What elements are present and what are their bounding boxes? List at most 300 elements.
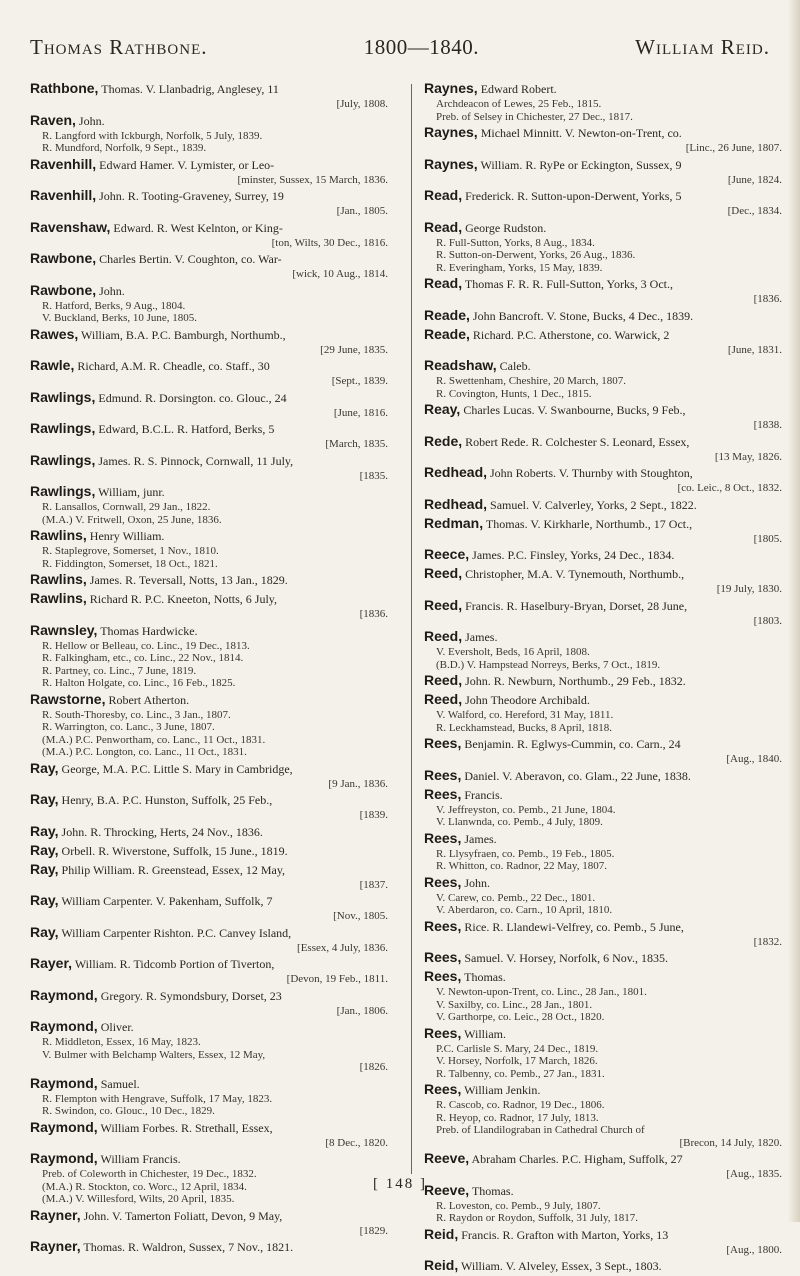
entry-surname: Rawlins, (30, 590, 87, 606)
entry-line: Preb. of Selsey in Chichester, 27 Dec., 1817. (436, 110, 633, 123)
entry (30, 861, 388, 892)
entry (30, 823, 388, 841)
entry-text: Samuel. V. Horsey, Norfolk, 6 Nov., 1835. (461, 951, 669, 965)
entry-head (424, 326, 782, 344)
entry-text: Benjamin. R. Eglwys-Cummin, co. Carn., 24 (461, 737, 681, 751)
entry (30, 571, 388, 589)
entry-head (424, 949, 782, 967)
entry (30, 483, 388, 526)
entry-surname: Rees, (424, 917, 462, 934)
entry-head (424, 1025, 782, 1043)
header-date-range: 1800—1840. (363, 34, 479, 59)
entry-line: V. Carew, co. Pemb., 22 Dec., 1801. (436, 891, 596, 904)
entry-line: [Nov., 1805. (333, 910, 388, 922)
entry-head (424, 156, 782, 174)
entry-text: John Bancroft. V. Stone, Bucks, 4 Dec., 1839. (469, 308, 694, 323)
entry (30, 1119, 388, 1150)
entry-text: Samuel. (97, 1076, 140, 1091)
entry-line: [1835. (359, 469, 388, 482)
entry (424, 691, 782, 734)
entry-surname: Rees, (424, 785, 462, 802)
entry-surname: Rees, (424, 873, 462, 890)
entry-surname: Reeve, (424, 1150, 470, 1166)
entry-head (30, 452, 388, 470)
entry (30, 326, 388, 357)
entry-line: R. Loveston, co. Pemb., 9 July, 1807. (436, 1199, 601, 1212)
entry-line: R. Everingham, Yorks, 15 May, 1839. (436, 261, 603, 274)
entry-text: George, M.A. P.C. Little S. Mary in Cambridge, (58, 761, 293, 776)
entry-surname: Ray, (30, 759, 59, 776)
entry-surname: Rawlings, (30, 420, 96, 436)
entry-line: R. Hatford, Berks, 9 Aug., 1804. (42, 299, 186, 312)
entry-text: William. R. RyPe or Eckington, Sussex, 9 (477, 157, 682, 172)
entry-text: Christopher, M.A. V. Tynemouth, Northumb., (462, 567, 685, 581)
entry-head (424, 1226, 782, 1244)
entry-surname: Reay, (424, 401, 461, 417)
entry-line: R. Talbenny, co. Pemb., 27 Jan., 1831. (436, 1067, 605, 1080)
running-header (30, 30, 770, 64)
entry-text: Richard. P.C. Atherstone, co. Warwick, 2 (469, 327, 670, 342)
entry-head (30, 590, 388, 608)
entry-line: [wick, 10 Aug., 1814. (292, 268, 388, 280)
entry-head (30, 1119, 388, 1137)
entry (30, 987, 388, 1018)
entry (30, 622, 388, 690)
header-right: William Reid. (635, 34, 770, 59)
entry-text: Francis. (461, 787, 503, 802)
entry-surname: Redhead, (424, 495, 488, 512)
entry-surname: Rees, (424, 968, 462, 984)
column-divider (411, 84, 412, 1174)
entry-surname: Rayer, (30, 955, 73, 971)
entry-text: Robert Atherton. (105, 692, 190, 707)
entry-head (424, 496, 782, 514)
entry-surname: Ray, (30, 822, 59, 839)
entry-text: Edward Hamer. V. Lymister, or Leo- (96, 157, 275, 172)
entry (424, 628, 782, 671)
entry-text: Thomas. (469, 1183, 514, 1198)
entry (424, 735, 782, 766)
entry-text: William Francis. (97, 1152, 181, 1166)
entry-surname: Reed, (424, 628, 463, 644)
entry-text: Gregory. R. Symondsbury, Dorset, 23 (97, 988, 282, 1003)
entry-text: William Carpenter. V. Pakenham, Suffolk, 7 (58, 894, 273, 908)
entry-text: Francis. R. Haselbury-Bryan, Dorset, 28 June, (462, 598, 688, 613)
entry-line: R. Partney, co. Linc., 7 June, 1819. (42, 664, 197, 677)
entry (424, 949, 782, 967)
entry-line: [1803. (753, 614, 782, 627)
entry-head (30, 955, 388, 973)
entry (424, 565, 782, 596)
entry-line: [June, 1824. (727, 173, 782, 186)
entry-surname: Raynes, (424, 124, 478, 140)
entry-surname: Raymond, (30, 1118, 98, 1135)
entry (30, 282, 388, 325)
entry-surname: Reed, (424, 691, 463, 707)
entry-text: William. V. Alveley, Essex, 3 Sept., 1803. (458, 1259, 662, 1273)
entry-text: William Forbes. R. Strethall, Essex, (97, 1120, 273, 1135)
entry-line: [Aug., 1840. (726, 753, 782, 765)
entry-head (424, 546, 782, 564)
entry (424, 156, 782, 187)
entry-text: James. R. Teversall, Notts, 13 Jan., 1829. (86, 573, 288, 587)
entry (424, 187, 782, 218)
entry-text: Charles Bertin. V. Coughton, co. War- (96, 252, 282, 266)
entry-head (30, 357, 388, 375)
entry-head (424, 830, 782, 848)
entry-line: [Aug., 1800. (726, 1243, 782, 1256)
entry-surname: Redman, (424, 514, 484, 531)
entry-head (30, 250, 388, 268)
entry-surname: Rawstorne, (30, 690, 106, 707)
entry-text: Richard R. P.C. Kneeton, Notts, 6 July, (86, 592, 278, 606)
entry-line: V. Llanwnda, co. Pemb., 4 July, 1809. (436, 816, 603, 828)
entry-text: Thomas. V. Llanbadrig, Anglesey, 11 (98, 82, 279, 96)
entry-head (424, 672, 782, 690)
entry-surname: Rawle, (30, 357, 75, 373)
entry (424, 326, 782, 357)
entry-line: [July, 1808. (336, 98, 388, 110)
entry (30, 1018, 388, 1074)
entry-line: [Aug., 1835. (726, 1168, 782, 1180)
entry-head (424, 515, 782, 533)
entry-surname: Rawnsley, (30, 621, 98, 638)
entry-text: John. (75, 113, 105, 128)
entry-line: [Sept., 1839. (331, 375, 388, 387)
entry-head (424, 401, 782, 419)
entry-text: William. R. Tidcomb Portion of Tiverton, (72, 957, 275, 971)
entry-line: V. Horsey, Norfolk, 17 March, 1826. (436, 1055, 598, 1067)
entry-line: [Brecon, 14 July, 1820. (679, 1136, 782, 1149)
entry-head (424, 464, 782, 482)
entry-head (30, 1238, 388, 1256)
entry-head (424, 767, 782, 785)
entry-text: Richard, A.M. R. Cheadle, co. Staff., 30 (74, 359, 270, 373)
entry-head (30, 691, 388, 709)
entry-surname: Ray, (30, 860, 59, 877)
entry-surname: Raynes, (424, 155, 478, 172)
entry-text: William Jenkin. (461, 1083, 541, 1097)
entry-head (30, 483, 388, 501)
entry-head (30, 924, 388, 942)
entry-line: R. Falkingham, etc., co. Linc., 22 Nov., 1814. (42, 652, 244, 664)
entry-surname: Ravenshaw, (30, 218, 111, 235)
entry (30, 791, 388, 822)
entry (30, 219, 388, 250)
entry-text: Frederick. R. Sutton-upon-Derwent, Yorks, 5 (462, 189, 682, 203)
entry-head (30, 842, 388, 860)
entry-line: R. Leckhamstead, Bucks, 8 April, 1818. (436, 721, 612, 734)
entry (424, 874, 782, 917)
entry-line: R. Swindon, co. Glouc., 10 Dec., 1829. (42, 1105, 215, 1117)
entry (424, 830, 782, 873)
entry-head (424, 786, 782, 804)
entry-line: [1805. (753, 532, 782, 545)
entry-line: Preb. of Coleworth in Chichester, 19 Dec., 1832. (42, 1168, 257, 1180)
entry-line: R. Full-Sutton, Yorks, 8 Aug., 1834. (436, 236, 595, 249)
entry-text: William, B.A. P.C. Bamburgh, Northumb., (78, 327, 286, 342)
entry-head (424, 565, 782, 583)
entry (30, 760, 388, 791)
entry-surname: Rees, (424, 766, 462, 783)
entry (30, 389, 388, 420)
entry-head (30, 527, 388, 545)
entry (424, 767, 782, 785)
entry-text: James. (462, 630, 498, 644)
entry-text: Caleb. (496, 359, 531, 373)
entry-line: [1839. (359, 809, 388, 821)
entry-surname: Ray, (30, 923, 59, 940)
entry-head (30, 156, 388, 174)
entry-head (30, 823, 388, 841)
entry-text: Robert Rede. R. Colchester S. Leonard, Essex, (462, 434, 690, 449)
entry (424, 401, 782, 432)
entry-surname: Read, (424, 275, 463, 291)
entry-line: V. Garthorpe, co. Leic., 28 Oct., 1820. (436, 1011, 605, 1023)
entry-surname: Readshaw, (424, 357, 497, 373)
entry (30, 357, 388, 388)
entry-surname: Read, (424, 218, 463, 235)
entry-line: [1836. (359, 608, 388, 620)
entry-line: [March, 1835. (325, 438, 388, 450)
entry (30, 955, 388, 986)
entry-surname: Rawbone, (30, 281, 97, 298)
entry-text: James. (461, 831, 497, 846)
entry (424, 496, 782, 514)
entry-line: R. Mundford, Norfolk, 9 Sept., 1839. (42, 142, 207, 154)
entry-head (30, 219, 388, 237)
entry-text: Henry, B.A. P.C. Hunston, Suffolk, 25 Feb., (58, 793, 273, 807)
entry-line: [Jan., 1805. (336, 205, 388, 217)
entry-surname: Rawlins, (30, 527, 87, 543)
entry-line: R. Swettenham, Cheshire, 20 March, 1807. (436, 375, 627, 387)
entry-line: R. Covington, Hunts, 1 Dec., 1815. (436, 387, 592, 400)
entry-text: John. (96, 283, 125, 298)
entry-head (30, 892, 388, 910)
entry-surname: Raynes, (424, 80, 478, 96)
entry-surname: Reeve, (424, 1181, 470, 1198)
entry-text: James. P.C. Finsley, Yorks, 24 Dec., 1834. (469, 548, 675, 562)
entry-text: John. (461, 875, 491, 890)
entry-head (424, 1257, 782, 1275)
entry-line: R. Staplegrove, Somerset, 1 Nov., 1810. (42, 545, 219, 557)
entry-line: R. Raydon or Roydon, Suffolk, 31 July, 1817. (436, 1212, 638, 1224)
left-column (30, 80, 388, 1257)
entry-line: [1826. (359, 1061, 388, 1073)
entry-line: [Dec., 1834. (727, 205, 782, 217)
entry-text: Thomas. R. Waldron, Sussex, 7 Nov., 1821. (80, 1240, 294, 1254)
entry-head (424, 1081, 782, 1099)
entry-text: Daniel. V. Aberavon, co. Glam., 22 June, 1838. (461, 768, 691, 783)
entry-line: Preb. of Llandilograban in Cathedral Church of (436, 1124, 645, 1136)
entry-text: Orbell. R. Wiverstone, Suffolk, 15 June., 1819. (58, 843, 288, 858)
entry-surname: Reid, (424, 1225, 459, 1242)
entry-text: Michael Minnitt. V. Newton-on-Trent, co. (477, 126, 682, 140)
entry-text: James. R. S. Pinnock, Cornwall, 11 July, (95, 453, 294, 468)
entry-surname: Rathbone, (30, 80, 99, 96)
entry-text: John Theodore Archibald. (462, 693, 590, 707)
entry-head (424, 433, 782, 451)
entry-line: [minster, Sussex, 15 March, 1836. (237, 173, 388, 186)
entry-head (30, 1018, 388, 1036)
entry-line: [8 Dec., 1820. (325, 1136, 388, 1149)
entry-head (30, 622, 388, 640)
entry-head (424, 691, 782, 709)
entry (30, 892, 388, 923)
entry-surname: Rees, (424, 735, 462, 751)
entry-line: R. Llysyfraen, co. Pemb., 19 Feb., 1805. (436, 847, 615, 860)
entry-text: Rice. R. Llandewi-Velfrey, co. Pemb., 5 June, (461, 919, 684, 934)
entry (424, 1257, 782, 1275)
entry (30, 842, 388, 860)
entry-line: [19 July, 1830. (716, 583, 782, 595)
entry-surname: Rees, (424, 829, 462, 846)
entry-line: R. Lansallos, Cornwall, 29 Jan., 1822. (42, 501, 211, 513)
entry-line: R. Whitton, co. Radnor, 22 May, 1807. (436, 860, 607, 872)
entry-line: (B.D.) V. Hampstead Norreys, Berks, 7 Oct., 1819. (436, 658, 661, 671)
entry (424, 786, 782, 829)
entry-head (30, 420, 388, 438)
entry-text: Oliver. (97, 1020, 134, 1034)
entry-surname: Reed, (424, 565, 463, 581)
entry-text: Philip William. R. Greenstead, Essex, 12 May, (58, 862, 286, 877)
entry-head (424, 597, 782, 615)
entry-line: [June, 1816. (333, 406, 388, 419)
entry (30, 80, 388, 111)
entry-head (30, 1150, 388, 1168)
entry-surname: Reid, (424, 1257, 459, 1273)
entry (30, 1238, 388, 1256)
entry-head (30, 187, 388, 205)
entry-text: Thomas. (461, 970, 506, 984)
entry-line: [1829. (359, 1224, 388, 1237)
entry-line: R. Flempton with Hengrave, Suffolk, 17 May, 1823. (42, 1092, 273, 1105)
entry-head (424, 628, 782, 646)
entry (424, 546, 782, 564)
entry-surname: Rees, (424, 1024, 462, 1041)
entry-line: [Devon, 19 Feb., 1811. (286, 973, 388, 985)
entry-line: [1837. (359, 878, 388, 891)
entry-line: V. Newton-upon-Trent, co. Linc., 28 Jan., 1801. (436, 986, 647, 998)
entry-surname: Reed, (424, 596, 463, 613)
entry-head (424, 124, 782, 142)
entry-line: R. Sutton-on-Derwent, Yorks, 26 Aug., 1836. (436, 249, 636, 261)
entry-surname: Rawlings, (30, 388, 96, 405)
entry-head (30, 282, 388, 300)
entry (30, 590, 388, 621)
entry-text: William, junr. (95, 485, 165, 499)
entry-line: [Jan., 1806. (336, 1004, 388, 1017)
entry-line: R. South-Thoresby, co. Linc., 3 Jan., 1807. (42, 708, 231, 721)
right-column (424, 80, 782, 1276)
entry-text: John. R. Newburn, Northumb., 29 Feb., 1832. (462, 674, 686, 688)
entry-head (424, 187, 782, 205)
entry (424, 515, 782, 546)
entry-surname: Raymond, (30, 1074, 98, 1091)
entry-head (424, 735, 782, 753)
entry-head (424, 968, 782, 986)
entry-surname: Reade, (424, 325, 470, 342)
entry-line: R. Heyop, co. Radnor, 17 July, 1813. (436, 1111, 599, 1124)
entry-line: [1836. (753, 293, 782, 305)
entry-line: [9 Jan., 1836. (328, 777, 388, 790)
entry (30, 452, 388, 483)
entry (424, 80, 782, 123)
entry-surname: Redhead, (424, 464, 488, 480)
entry-text: Edward Robert. (477, 82, 557, 96)
entry-surname: Ravenhill, (30, 187, 97, 203)
entry-surname: Rees, (424, 949, 462, 965)
entry-surname: Raven, (30, 111, 76, 128)
entry-line: V. Saxilby, co. Linc., 28 Jan., 1801. (436, 998, 593, 1011)
entry-line: R. Cascob, co. Radnor, 19 Dec., 1806. (436, 1099, 605, 1111)
entry-line: V. Bulmer with Belchamp Walters, Essex, 12 May, (42, 1048, 266, 1061)
entry (424, 672, 782, 690)
entry-surname: Reed, (424, 672, 463, 688)
entry-surname: Rede, (424, 432, 463, 449)
entry-surname: Read, (424, 187, 463, 203)
entry-text: Edward. R. West Kelnton, or King- (110, 220, 283, 235)
entry-line: P.C. Carlisle S. Mary, 24 Dec., 1819. (436, 1042, 599, 1055)
entry-line: [ton, Wilts, 30 Dec., 1816. (271, 236, 388, 249)
entry-surname: Rawes, (30, 325, 79, 342)
entry (30, 420, 388, 451)
entry-head (30, 760, 388, 778)
entry-line: [1838. (753, 419, 782, 431)
entry-line: (M.A.) V. Fritwell, Oxon, 25 June, 1836. (42, 513, 222, 526)
entry-line: (M.A.) P.C. Penwortham, co. Lanc., 11 Oct., 1831. (42, 733, 266, 746)
entry-head (30, 571, 388, 589)
entry-head (30, 861, 388, 879)
entry-line: V. Eversholt, Beds, 16 April, 1808. (436, 646, 590, 658)
entry (424, 597, 782, 628)
entry-head (30, 389, 388, 407)
entry-line: [co. Leic., 8 Oct., 1832. (677, 482, 782, 494)
entry-surname: Reade, (424, 306, 470, 323)
entry-line: V. Aberdaron, co. Carn., 10 April, 1810. (436, 904, 613, 916)
entry-line: [June, 1831. (727, 343, 782, 356)
entry (424, 307, 782, 325)
entry-head (424, 918, 782, 936)
entry-head (30, 112, 388, 130)
entry (30, 187, 388, 218)
entry-line: Archdeacon of Lewes, 25 Feb., 1815. (436, 98, 602, 110)
entry-surname: Ray, (30, 892, 59, 908)
entry (424, 1226, 782, 1257)
entry-surname: Rawbone, (30, 250, 97, 266)
entry-surname: Rawlins, (30, 571, 87, 587)
entry-line: R. Middleton, Essex, 16 May, 1823. (42, 1036, 201, 1048)
entry-head (30, 80, 388, 98)
entry-text: Abraham Charles. P.C. Higham, Suffolk, 27 (469, 1152, 683, 1166)
entry-line: (M.A.) R. Stockton, co. Worc., 12 April, 1834. (42, 1180, 247, 1193)
entry (30, 250, 388, 281)
entry-head (30, 1075, 388, 1093)
entry (30, 691, 388, 759)
entry-text: Henry William. (86, 529, 165, 543)
entry-surname: Raymond, (30, 986, 98, 1003)
entry-text: Edward, B.C.L. R. Hatford, Berks, 5 (95, 422, 275, 436)
entry-line: (M.A.) V. Willesford, Wilts, 20 April, 1835. (42, 1193, 235, 1205)
entry-head (424, 357, 782, 375)
entry-text: John. R. Throcking, Herts, 24 Nov., 1836. (58, 824, 263, 839)
entry-head (424, 219, 782, 237)
entry-line: V. Buckland, Berks, 10 June, 1805. (42, 312, 198, 324)
entry-surname: Ray, (30, 791, 59, 807)
entry-head (30, 987, 388, 1005)
entry-head (424, 275, 782, 293)
entry-surname: Ravenhill, (30, 155, 97, 172)
